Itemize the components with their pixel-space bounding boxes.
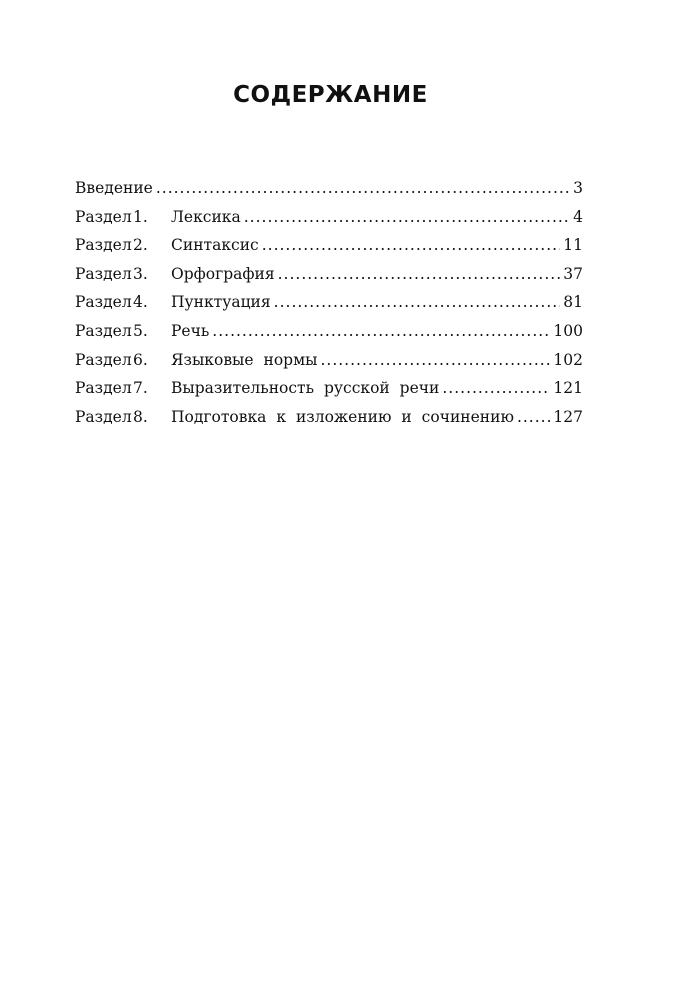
toc-page-number: 121 [553, 379, 583, 398]
toc-row-intro [75, 174, 583, 203]
toc-label: Языковые нормы [171, 350, 318, 369]
toc-section-number: 2. [133, 236, 148, 255]
toc-section-prefix: Раздел [75, 379, 132, 398]
toc-section-prefix: Раздел [75, 264, 132, 283]
toc-leader-dots [212, 317, 550, 346]
toc-section-number: 5. [133, 321, 148, 340]
toc-label: Подготовка к изложению и сочинению [171, 407, 514, 426]
toc-page-number: 37 [563, 264, 583, 283]
toc-leader-dots [517, 403, 550, 432]
toc-label: Лексика [171, 207, 241, 226]
toc-page-number: 102 [553, 350, 583, 369]
toc-section-number: 3. [133, 264, 148, 283]
toc-leader-dots [278, 260, 561, 289]
toc-section-number: 4. [133, 293, 148, 312]
toc-row-section-8 [75, 403, 583, 432]
toc-section-number: 6. [133, 350, 148, 369]
toc-page-number: 81 [563, 293, 583, 312]
toc-page-number: 3 [573, 179, 583, 197]
toc-page-number: 127 [553, 407, 583, 426]
page-title: СОДЕРЖАНИЕ [233, 82, 428, 108]
toc-page-number: 100 [553, 321, 583, 340]
toc-row-section-7 [75, 374, 583, 403]
toc-leader-dots [274, 288, 561, 317]
toc-leader-dots [156, 174, 570, 203]
toc-label: Выразительность русской речи [171, 379, 440, 398]
toc-row-section-3 [75, 260, 583, 289]
toc-row-section-1 [75, 203, 583, 232]
toc-leader-dots [320, 346, 550, 375]
toc-label: Синтаксис [171, 236, 259, 255]
toc-section-number: 8. [133, 407, 148, 426]
toc-row-section-4 [75, 288, 583, 317]
toc-page-number: 4 [573, 207, 583, 226]
toc-page-number: 11 [563, 236, 583, 255]
toc-section-prefix: Раздел [75, 207, 132, 226]
toc-section-number: 7. [133, 379, 148, 398]
table-of-contents [75, 174, 583, 431]
toc-row-section-5 [75, 317, 583, 346]
toc-section-prefix: Раздел [75, 321, 132, 340]
toc-leader-dots [244, 203, 570, 232]
toc-section-prefix: Раздел [75, 350, 132, 369]
toc-row-section-2 [75, 231, 583, 260]
toc-label: Введение [75, 179, 153, 197]
toc-section-prefix: Раздел [75, 407, 132, 426]
toc-row-section-6 [75, 346, 583, 375]
toc-section-number: 1. [133, 207, 148, 226]
toc-leader-dots [442, 374, 550, 403]
toc-leader-dots [262, 231, 561, 260]
toc-section-prefix: Раздел [75, 236, 132, 255]
toc-label: Пунктуация [171, 293, 271, 312]
toc-label: Орфография [171, 264, 275, 283]
toc-section-prefix: Раздел [75, 293, 132, 312]
toc-label: Речь [171, 321, 210, 340]
